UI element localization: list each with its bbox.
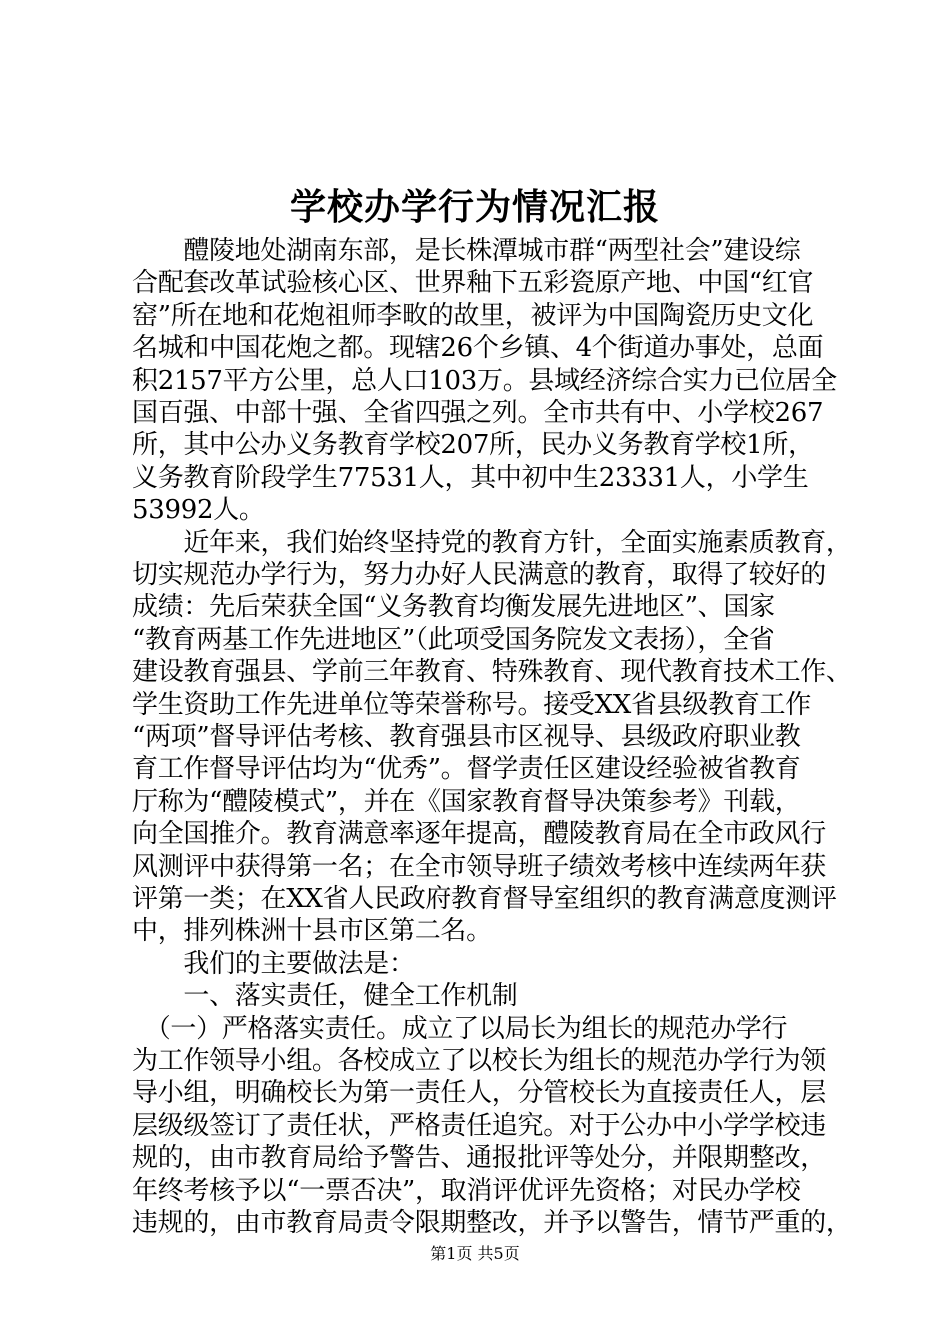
text-line: 层级级签订了责任状，严格责任追究。对于公办中小学学校违	[132, 1110, 826, 1141]
text-line: 风测评中获得第一名；在全市领导班子绩效考核中连续两年获	[132, 851, 826, 882]
text-line: 名城和中国花炮之都。现辖26个乡镇、4个街道办事处，总面	[132, 333, 824, 364]
text-line: 学生资助工作先进单位等荣誉称号。接受XX省县级教育工作	[132, 689, 811, 720]
text-line: 近年来，我们始终坚持党的教育方针，全面实施素质教育，	[132, 527, 852, 558]
text-line: 规的，由市教育局给予警告、通报批评等处分，并限期整改，	[132, 1143, 826, 1174]
text-line: 义务教育阶段学生77531人，其中初中生23331人，小学生	[132, 462, 809, 493]
text-line: 国百强、中部十强、全省四强之列。全市共有中、小学校267	[132, 398, 824, 428]
text-line: 育工作督导评估均为“优秀”。督学责任区建设经验被省教育	[132, 754, 801, 785]
text-line: 合配套改革试验核心区、世界釉下五彩瓷原产地、中国“红官	[132, 268, 814, 299]
text-line: 53992人。	[132, 495, 265, 526]
text-line: “教育两基工作先进地区”（此项受国务院发文表扬），全省	[132, 624, 775, 655]
text-line: 我们的主要做法是：	[132, 948, 415, 979]
text-line: 成绩：先后荣获全国“义务教育均衡发展先进地区”、国家	[132, 592, 775, 623]
text-line: 切实规范办学行为，努力办好人民满意的教育，取得了较好的	[132, 560, 826, 590]
text-line: 所，其中公办义务教育学校207所，民办义务教育学校1所，	[132, 430, 814, 461]
text-line: 导小组，明确校长为第一责任人，分管校长为直接责任人，层	[132, 1078, 826, 1109]
page-number: 第1页 共5页	[430, 1244, 520, 1263]
text-line: 窑”所在地和花炮祖师李畋的故里，被评为中国陶瓷历史文化	[132, 300, 814, 331]
text-line: 醴陵地处湖南东部，是长株潭城市群“两型社会”建设综	[132, 236, 801, 266]
text-line: 为工作领导小组。各校成立了以校长为组长的规范办学行为领	[132, 1046, 826, 1076]
text-line: 评第一类；在XX省人民政府教育督导室组织的教育满意度测评	[132, 884, 837, 914]
page-title: 学校办学行为情况汇报	[289, 186, 660, 228]
page-footer	[0, 1244, 950, 1264]
text-line: （一）严格落实责任。成立了以局长为组长的规范办学行	[132, 1013, 788, 1044]
text-line: 向全国推介。教育满意率逐年提高，醴陵教育局在全市政风行	[132, 819, 826, 850]
text-line: 积2157平方公里，总人口103万。县域经济综合实力已位居全	[132, 365, 837, 396]
section-heading: 一、落实责任，健全工作机制	[132, 981, 518, 1012]
text-line: 中，排列株洲十县市区第二名。	[132, 916, 492, 947]
text-line: 建设教育强县、学前三年教育、特殊教育、现代教育技术工作、	[132, 657, 852, 688]
text-line: 厅称为“醴陵模式”，并在《国家教育督导决策参考》刊载，	[132, 786, 801, 817]
text-line: 违规的，由市教育局责令限期整改，并予以警告，情节严重的，	[132, 1208, 852, 1238]
text-line: “两项”督导评估考核、教育强县市区视导、县级政府职业教	[132, 722, 801, 752]
text-line: 年终考核予以“一票否决”，取消评优评先资格；对民办学校	[132, 1175, 801, 1206]
